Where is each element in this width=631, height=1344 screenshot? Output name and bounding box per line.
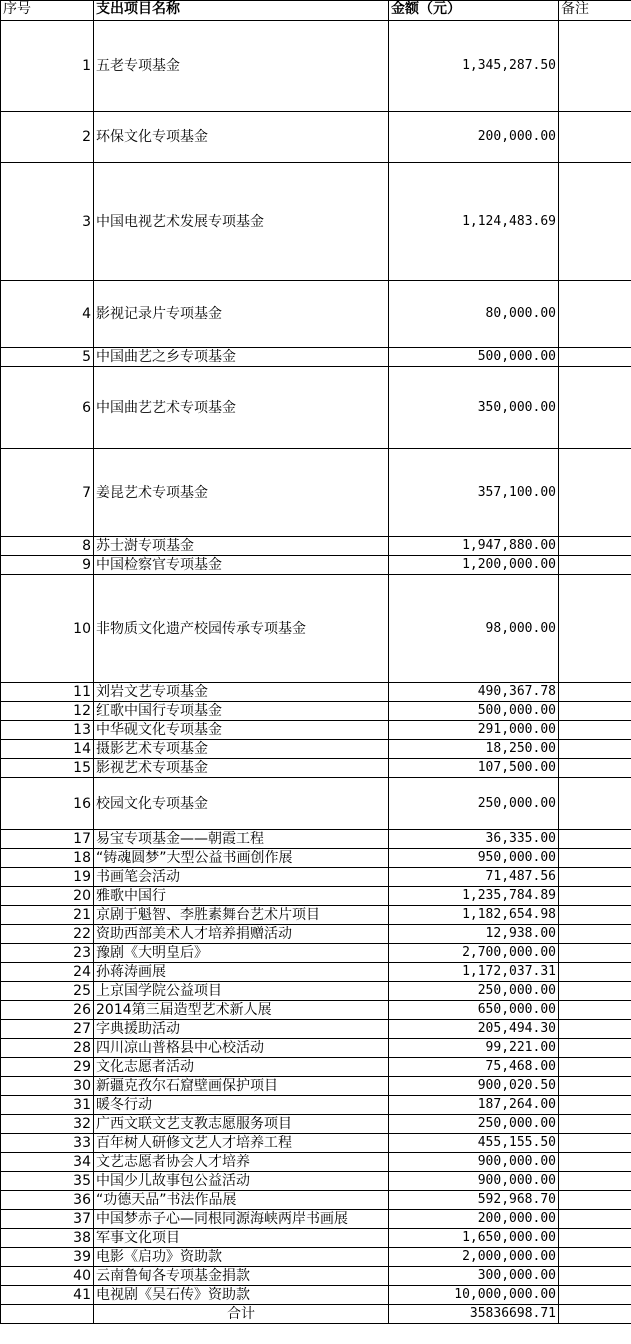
note-cell (559, 1039, 631, 1058)
table-row (1, 925, 631, 944)
amount-value: 950,000.00 (389, 849, 559, 868)
project-name: 上京国学院公益项目 (94, 982, 389, 1001)
table-row (1, 449, 631, 537)
row-number: 15 (1, 759, 94, 778)
table-row (1, 367, 631, 449)
project-name: 雅歌中国行 (94, 887, 389, 906)
amount-value: 80,000.00 (389, 281, 559, 348)
project-name: 书画笔会活动 (94, 868, 389, 887)
table-row (1, 759, 631, 778)
row-number: 26 (1, 1001, 94, 1020)
row-number: 28 (1, 1039, 94, 1058)
amount-value: 250,000.00 (389, 778, 559, 830)
row-number: 3 (1, 163, 94, 281)
amount-value: 900,000.00 (389, 1153, 559, 1172)
amount-value: 1,200,000.00 (389, 556, 559, 575)
table-row (1, 1248, 631, 1267)
row-number: 23 (1, 944, 94, 963)
project-name: 红歌中国行专项基金 (94, 702, 389, 721)
table-row (1, 887, 631, 906)
table-row (1, 21, 631, 112)
amount-value: 357,100.00 (389, 449, 559, 537)
project-name: “铸魂圆梦”大型公益书画创作展 (94, 849, 389, 868)
project-name: 百年树人研修文艺人才培养工程 (94, 1134, 389, 1153)
row-number: 31 (1, 1096, 94, 1115)
amount-value: 500,000.00 (389, 702, 559, 721)
row-number: 6 (1, 367, 94, 449)
project-name: 影视艺术专项基金 (94, 759, 389, 778)
project-name: 豫剧《大明皇后》 (94, 944, 389, 963)
amount-value: 1,345,287.50 (389, 21, 559, 112)
amount-value: 900,000.00 (389, 1172, 559, 1191)
project-name: 非物质文化遗产校园传承专项基金 (94, 575, 389, 683)
project-name: 五老专项基金 (94, 21, 389, 112)
total-note (559, 1305, 631, 1324)
row-number: 33 (1, 1134, 94, 1153)
table-row (1, 1096, 631, 1115)
amount-value: 300,000.00 (389, 1267, 559, 1286)
table-row (1, 1229, 631, 1248)
amount-value: 200,000.00 (389, 1210, 559, 1229)
note-cell (559, 1058, 631, 1077)
table-row (1, 348, 631, 367)
amount-value: 205,494.30 (389, 1020, 559, 1039)
table-row (1, 112, 631, 163)
project-name: 环保文化专项基金 (94, 112, 389, 163)
row-number: 24 (1, 963, 94, 982)
table-row (1, 1020, 631, 1039)
row-number: 9 (1, 556, 94, 575)
note-cell (559, 702, 631, 721)
amount-value: 490,367.78 (389, 683, 559, 702)
table-row (1, 1153, 631, 1172)
table-row (1, 906, 631, 925)
note-cell (559, 1267, 631, 1286)
row-number: 18 (1, 849, 94, 868)
amount-value: 187,264.00 (389, 1096, 559, 1115)
row-number: 25 (1, 982, 94, 1001)
amount-value: 107,500.00 (389, 759, 559, 778)
row-number: 22 (1, 925, 94, 944)
table-row (1, 1210, 631, 1229)
row-number: 5 (1, 348, 94, 367)
header-note: 备注 (559, 1, 631, 21)
note-cell (559, 281, 631, 348)
row-number: 39 (1, 1248, 94, 1267)
project-name: 文艺志愿者协会人才培养 (94, 1153, 389, 1172)
project-name: 中国梦赤子心—同根同源海峡两岸书画展 (94, 1210, 389, 1229)
amount-value: 10,000,000.00 (389, 1286, 559, 1305)
total-row (1, 1305, 631, 1324)
amount-value: 291,000.00 (389, 721, 559, 740)
row-number: 27 (1, 1020, 94, 1039)
table-row (1, 163, 631, 281)
table-row (1, 556, 631, 575)
amount-value: 98,000.00 (389, 575, 559, 683)
row-number: 12 (1, 702, 94, 721)
amount-value: 592,968.70 (389, 1191, 559, 1210)
note-cell (559, 683, 631, 702)
row-number: 29 (1, 1058, 94, 1077)
note-cell (559, 112, 631, 163)
row-number: 36 (1, 1191, 94, 1210)
project-name: 影视记录片专项基金 (94, 281, 389, 348)
row-number: 41 (1, 1286, 94, 1305)
project-name: 苏士澍专项基金 (94, 537, 389, 556)
header-amount: 金额（元） (389, 1, 559, 21)
note-cell (559, 982, 631, 1001)
note-cell (559, 778, 631, 830)
note-cell (559, 348, 631, 367)
table-row (1, 575, 631, 683)
total-label: 合计 (94, 1305, 389, 1324)
project-name: 广西文联文艺支教志愿服务项目 (94, 1115, 389, 1134)
table-body (1, 1, 631, 1324)
row-number: 20 (1, 887, 94, 906)
amount-value: 455,155.50 (389, 1134, 559, 1153)
table-row (1, 683, 631, 702)
note-cell (559, 944, 631, 963)
total-spacer (1, 1305, 94, 1324)
row-number: 8 (1, 537, 94, 556)
project-name: 中国曲艺之乡专项基金 (94, 348, 389, 367)
amount-value: 200,000.00 (389, 112, 559, 163)
note-cell (559, 721, 631, 740)
note-cell (559, 1210, 631, 1229)
row-number: 37 (1, 1210, 94, 1229)
total-amount: 35836698.71 (389, 1305, 559, 1324)
note-cell (559, 740, 631, 759)
project-name: 中国检察官专项基金 (94, 556, 389, 575)
note-cell (559, 1134, 631, 1153)
project-name: 四川凉山普格县中心校活动 (94, 1039, 389, 1058)
amount-value: 1,947,880.00 (389, 537, 559, 556)
project-name: 新疆克孜尔石窟壁画保护项目 (94, 1077, 389, 1096)
amount-value: 350,000.00 (389, 367, 559, 449)
note-cell (559, 575, 631, 683)
note-cell (559, 1229, 631, 1248)
table-row (1, 1286, 631, 1305)
row-number: 30 (1, 1077, 94, 1096)
project-name: 中华砚文化专项基金 (94, 721, 389, 740)
note-cell (559, 1286, 631, 1305)
row-number: 13 (1, 721, 94, 740)
project-name: 中国曲艺艺术专项基金 (94, 367, 389, 449)
note-cell (559, 449, 631, 537)
project-name: 中国电视艺术发展专项基金 (94, 163, 389, 281)
row-number: 38 (1, 1229, 94, 1248)
note-cell (559, 1172, 631, 1191)
note-cell (559, 925, 631, 944)
project-name: 电视剧《吴石传》资助款 (94, 1286, 389, 1305)
note-cell (559, 537, 631, 556)
header-no: 序号 (1, 1, 94, 21)
amount-value: 1,172,037.31 (389, 963, 559, 982)
table-row (1, 537, 631, 556)
row-number: 14 (1, 740, 94, 759)
row-number: 32 (1, 1115, 94, 1134)
note-cell (559, 963, 631, 982)
note-cell (559, 1001, 631, 1020)
table-row (1, 1001, 631, 1020)
table-row (1, 830, 631, 849)
project-name: 易宝专项基金——朝霞工程 (94, 830, 389, 849)
table-row (1, 778, 631, 830)
amount-value: 1,182,654.98 (389, 906, 559, 925)
project-name: 中国少儿故事包公益活动 (94, 1172, 389, 1191)
amount-value: 500,000.00 (389, 348, 559, 367)
amount-value: 36,335.00 (389, 830, 559, 849)
row-number: 21 (1, 906, 94, 925)
project-name: 资助西部美术人才培养捐赠活动 (94, 925, 389, 944)
amount-value: 900,020.50 (389, 1077, 559, 1096)
table-row (1, 1134, 631, 1153)
note-cell (559, 1020, 631, 1039)
row-number: 10 (1, 575, 94, 683)
amount-value: 250,000.00 (389, 1115, 559, 1134)
note-cell (559, 21, 631, 112)
note-cell (559, 1153, 631, 1172)
note-cell (559, 163, 631, 281)
project-name: 校园文化专项基金 (94, 778, 389, 830)
row-number: 16 (1, 778, 94, 830)
project-name: “功德天品”书法作品展 (94, 1191, 389, 1210)
amount-value: 250,000.00 (389, 982, 559, 1001)
amount-value: 1,124,483.69 (389, 163, 559, 281)
note-cell (559, 906, 631, 925)
project-name: 京剧于魁智、李胜素舞台艺术片项目 (94, 906, 389, 925)
project-name: 孙蒋涛画展 (94, 963, 389, 982)
row-number: 17 (1, 830, 94, 849)
amount-value: 650,000.00 (389, 1001, 559, 1020)
row-number: 19 (1, 868, 94, 887)
project-name: 2014第三届造型艺术新人展 (94, 1001, 389, 1020)
amount-value: 99,221.00 (389, 1039, 559, 1058)
note-cell (559, 1096, 631, 1115)
note-cell (559, 1191, 631, 1210)
row-number: 40 (1, 1267, 94, 1286)
project-name: 军事文化项目 (94, 1229, 389, 1248)
table-row (1, 868, 631, 887)
table-row (1, 1115, 631, 1134)
project-name: 字典援助活动 (94, 1020, 389, 1039)
row-number: 7 (1, 449, 94, 537)
project-name: 暖冬行动 (94, 1096, 389, 1115)
project-name: 文化志愿者活动 (94, 1058, 389, 1077)
table-row (1, 1058, 631, 1077)
project-name: 电影《启功》资助款 (94, 1248, 389, 1267)
table-row (1, 963, 631, 982)
note-cell (559, 1077, 631, 1096)
table-row (1, 1191, 631, 1210)
table-row (1, 1077, 631, 1096)
row-number: 34 (1, 1153, 94, 1172)
note-cell (559, 1115, 631, 1134)
note-cell (559, 868, 631, 887)
row-number: 1 (1, 21, 94, 112)
amount-value: 18,250.00 (389, 740, 559, 759)
header-row (1, 1, 631, 21)
note-cell (559, 830, 631, 849)
table-row (1, 1039, 631, 1058)
amount-value: 75,468.00 (389, 1058, 559, 1077)
table-row (1, 721, 631, 740)
amount-value: 1,650,000.00 (389, 1229, 559, 1248)
note-cell (559, 887, 631, 906)
table-row (1, 1267, 631, 1286)
table-row (1, 740, 631, 759)
row-number: 4 (1, 281, 94, 348)
table-row (1, 849, 631, 868)
note-cell (559, 367, 631, 449)
header-name: 支出项目名称 (94, 1, 389, 21)
note-cell (559, 849, 631, 868)
row-number: 11 (1, 683, 94, 702)
amount-value: 71,487.56 (389, 868, 559, 887)
table-row (1, 944, 631, 963)
table-row (1, 281, 631, 348)
project-name: 刘岩文艺专项基金 (94, 683, 389, 702)
row-number: 35 (1, 1172, 94, 1191)
table-row (1, 982, 631, 1001)
note-cell (559, 556, 631, 575)
amount-value: 1,235,784.89 (389, 887, 559, 906)
amount-value: 2,000,000.00 (389, 1248, 559, 1267)
project-name: 姜昆艺术专项基金 (94, 449, 389, 537)
amount-value: 2,700,000.00 (389, 944, 559, 963)
note-cell (559, 1248, 631, 1267)
table-row (1, 702, 631, 721)
project-name: 云南鲁甸各专项基金捐款 (94, 1267, 389, 1286)
note-cell (559, 759, 631, 778)
project-name: 摄影艺术专项基金 (94, 740, 389, 759)
amount-value: 12,938.00 (389, 925, 559, 944)
table-row (1, 1172, 631, 1191)
row-number: 2 (1, 112, 94, 163)
